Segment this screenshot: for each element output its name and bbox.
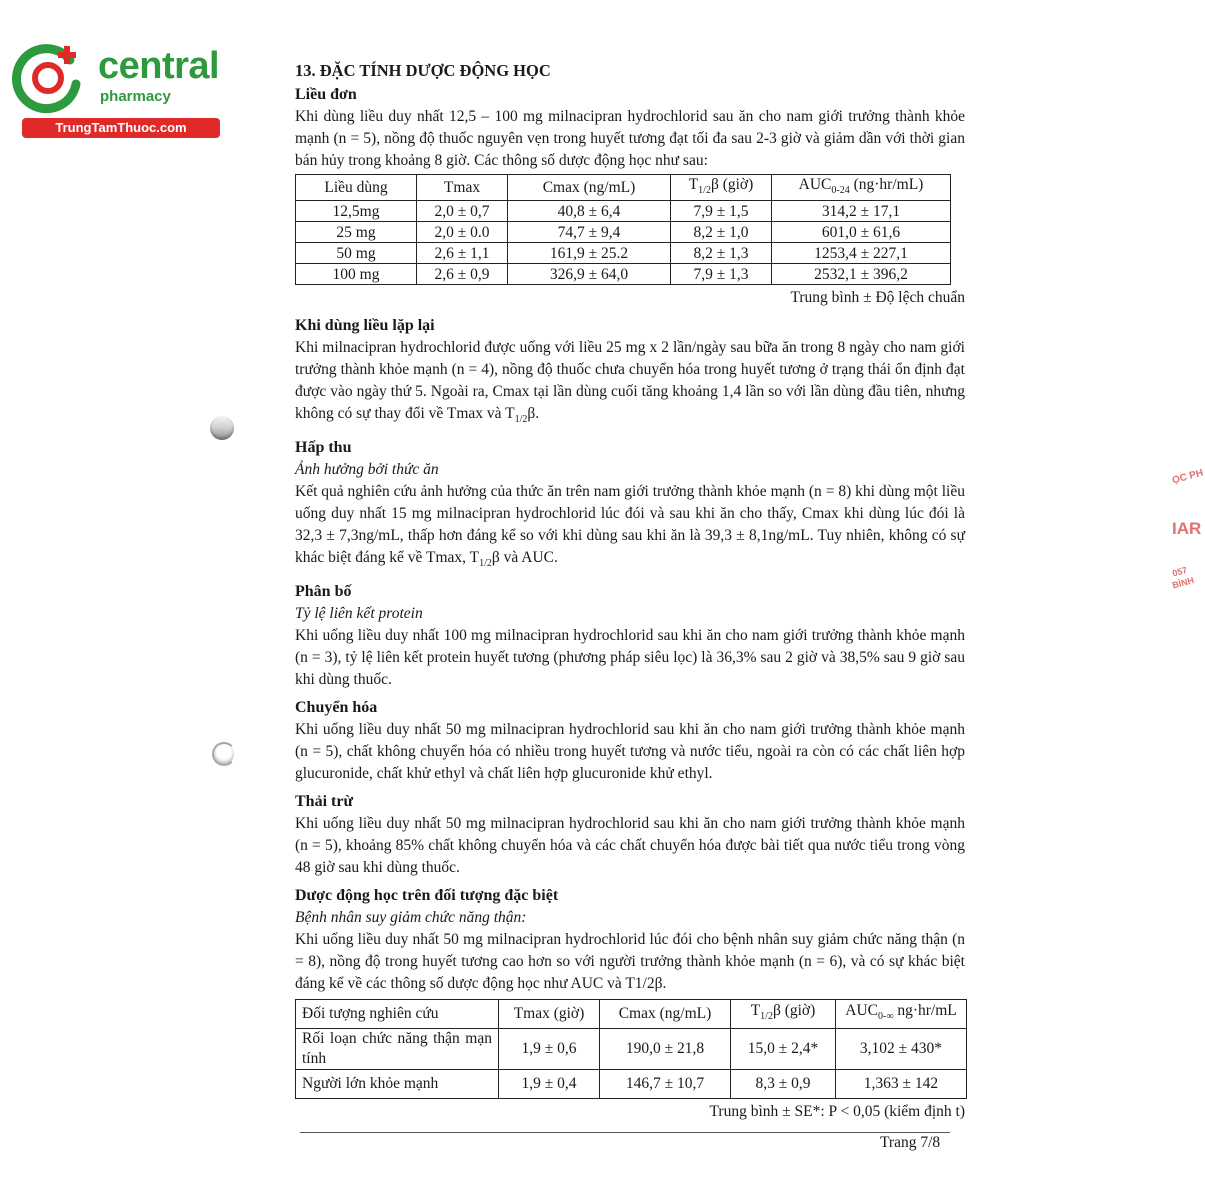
cell-auc: 601,0 ± 61,6 <box>772 222 951 243</box>
single-dose-title: Liều đơn <box>295 86 357 103</box>
logo-subtitle: pharmacy <box>100 88 171 105</box>
cell-auc: 1,363 ± 142 <box>836 1070 967 1099</box>
absorption-text <box>295 481 965 575</box>
stamp-text-4: BÌNH <box>1171 575 1196 591</box>
absorption-text-b: β và AUC. <box>491 549 558 567</box>
repeat-dose-text-a: Khi milnacipran hydrochlorid được uống với liều 25 mg x 2 lần/ngày sau bữa ăn trong 8 ngày cho nam giới trưởng thành khỏe mạnh (n = 4), nồng độ thuốc chưa chuyển hóa trong huyết tương ở trạng thái ổn định đạt được vào ngày thứ 5. Ngoài ra, Cmax tại lần dùng cuối tăng khoảng 1,4 lần so với lần dùng đầu tiên, nhưng không có sự thay đổi về Tmax và T <box>295 339 965 423</box>
table-row <box>296 201 951 222</box>
page-number: Trang 7/8 <box>880 1134 941 1151</box>
cell-cmax: 74,7 ± 9,4 <box>508 222 671 243</box>
absorption-text-a: Kết quả nghiên cứu ảnh hưởng của thức ăn trên nam giới trưởng thành khỏe mạnh (n = 8) khi dùng một liều uống duy nhất 15 mg milnacipran hydrochlorid lúc đói và sau khi ăn cho thấy, Cmax khi dùng lúc đói là 32,3 ± 7,3ng/mL, thấp hơn đáng kể so với khi dùng sau khi ăn là 39,3 ± 8,1ng/mL. Tuy nhiên, không có sự khác biệt đáng kể về Tmax, T <box>295 483 965 567</box>
cell-tmax: 2,6 ± 1,1 <box>417 243 508 264</box>
table-row <box>296 222 951 243</box>
header-thalf-a: T <box>688 176 699 193</box>
cell-dose: 50 mg <box>296 243 417 264</box>
header-cmax: Cmax (ng/mL) <box>600 1000 731 1029</box>
pharmacy-logo <box>10 38 220 138</box>
header-auc-a: AUC <box>845 1002 878 1020</box>
repeat-dose-title: Khi dùng liều lặp lại <box>295 317 435 335</box>
punch-hole-top <box>210 416 234 440</box>
cell-auc: 2532,1 ± 396,2 <box>772 264 951 285</box>
cell-tmax: 2,0 ± 0,7 <box>417 201 508 222</box>
cell-thalf: 15,0 ± 2,4* <box>731 1029 836 1070</box>
absorption-text-sub: 1/2 <box>479 558 492 570</box>
table-row <box>296 243 951 264</box>
cell-auc: 314,2 ± 17,1 <box>772 201 951 222</box>
metabolism-title: Chuyển hóa <box>295 699 378 717</box>
absorption-title: Hấp thu <box>295 439 352 457</box>
header-thalf-b: β (giờ) <box>710 176 754 193</box>
stamp-text-2: IAR <box>1172 519 1202 538</box>
header-subject: Đối tượng nghiên cứu <box>296 1000 499 1029</box>
distribution-subtitle: Tỷ lệ liên kết protein <box>295 605 423 623</box>
cell-cmax: 161,9 ± 25.2 <box>508 243 671 264</box>
cell-cmax: 146,7 ± 10,7 <box>600 1070 731 1099</box>
cell-cmax: 190,0 ± 21,8 <box>600 1029 731 1070</box>
table-row <box>296 264 951 285</box>
special-population-subtitle: Bệnh nhân suy giảm chức năng thận: <box>295 909 527 927</box>
excretion-title: Thải trừ <box>295 793 354 811</box>
cell-thalf: 8,2 ± 1,3 <box>671 243 772 264</box>
logo-website: TrungTamThuoc.com <box>22 118 220 138</box>
cell-tmax: 1,9 ± 0,4 <box>499 1070 600 1099</box>
header-auc <box>772 175 951 201</box>
cell-tmax: 2,6 ± 0,9 <box>417 264 508 285</box>
header-thalf <box>671 175 772 201</box>
single-dose-text: Khi dùng liều duy nhất 12,5 – 100 mg milnacipran hydrochlorid sau ăn cho nam giới trưởng thành khỏe mạnh (n = 5), nồng độ thuốc nguyên vẹn trong huyết tương đạt tối đa sau 2-3 giờ và giảm dần với thời gian bán hủy trong khoảng 8 giờ. Các thông số dược động học như sau: <box>295 108 965 169</box>
cell-cmax: 326,9 ± 64,0 <box>508 264 671 285</box>
single-dose-table <box>295 174 951 285</box>
section-heading: 13. ĐẶC TÍNH DƯỢC ĐỘNG HỌC <box>295 61 551 80</box>
document-body <box>295 60 965 1129</box>
header-auc-sub: 0-24 <box>831 185 850 197</box>
distribution-text: Khi uống liều duy nhất 100 mg milnacipran hydrochlorid sau khi ăn cho nam giới trưởng thành khỏe mạnh (n = 3), tỷ lệ liên kết protein huyết tương (phương pháp siêu lọc) là 36,3% sau 2 giờ và 38,5% sau 9 giờ sau khi dùng thuốc. <box>295 627 965 689</box>
table2-note: Trung bình ± SE*: P < 0,05 (kiểm định t) <box>709 1103 965 1121</box>
metabolism-text: Khi uống liều duy nhất 50 mg milnacipran hydrochlorid sau khi ăn cho nam giới trưởng thành khỏe mạnh (n = 5), chất không chuyển hóa có nhiều trong huyết tương và nước tiểu, ngoài ra còn có các chất liên hợp glucuronide, chất khử ethyl và chất liên hợp glucuronide khử ethyl. <box>295 721 965 783</box>
table-header-row <box>296 175 951 201</box>
cell-thalf: 7,9 ± 1,3 <box>671 264 772 285</box>
header-thalf <box>731 1000 836 1029</box>
table-row <box>296 1070 967 1099</box>
cell-thalf: 8,2 ± 1,0 <box>671 222 772 243</box>
header-thalf-sub: 1/2 <box>698 185 711 197</box>
absorption-subtitle: Ảnh hưởng bởi thức ăn <box>295 461 439 479</box>
header-thalf-a: T <box>750 1002 761 1020</box>
cell-dose: 25 mg <box>296 222 417 243</box>
special-population-title: Dược động học trên đối tượng đặc biệt <box>295 887 559 905</box>
excretion-text: Khi uống liều duy nhất 50 mg milnacipran hydrochlorid sau khi ăn cho nam giới trưởng thành khỏe mạnh (n = 5), khoảng 85% chất không chuyển hóa và các chất chuyển hóa được bài tiết qua nước tiểu trong vòng 48 giờ sau khi dùng thuốc. <box>295 815 965 877</box>
cell-dose: 12,5mg <box>296 201 417 222</box>
cell-thalf: 8,3 ± 0,9 <box>731 1070 836 1099</box>
special-population-text: Khi uống liều duy nhất 50 mg milnacipran hydrochlorid lúc đói cho bệnh nhân suy giảm chức năng thận (n = 8), nồng độ trong huyết tương cao hơn so với người trưởng thành khỏe mạnh (n = 6), và có sự khác biệt đáng kể về các thông số dược động học như AUC và T1/2β. <box>295 931 965 993</box>
distribution-title: Phân bố <box>295 583 352 601</box>
table1-note: Trung bình ± Độ lệch chuẩn <box>790 289 965 307</box>
header-thalf-sub: 1/2 <box>760 1011 773 1023</box>
logo-brand-name: central <box>98 45 220 87</box>
cell-thalf: 7,9 ± 1,5 <box>671 201 772 222</box>
repeat-dose-text-b: β. <box>527 405 540 423</box>
footer-divider <box>300 1132 950 1133</box>
header-cmax: Cmax (ng/mL) <box>508 175 671 201</box>
stamp-text-1: ỌC PH <box>1171 467 1205 487</box>
header-tmax: Tmax (giờ) <box>499 1000 600 1029</box>
central-pharmacy-logo-icon <box>10 38 86 114</box>
table-row <box>296 1029 967 1070</box>
cell-tmax: 2,0 ± 0.0 <box>417 222 508 243</box>
header-auc-sub: 0-∞ <box>877 1011 894 1023</box>
stamp-fragment <box>1171 464 1205 604</box>
header-auc-b: (ng·hr/mL) <box>849 176 924 193</box>
header-dose: Liều dùng <box>296 175 417 201</box>
header-auc-a: AUC <box>798 176 832 193</box>
header-thalf-b: β (giờ) <box>772 1002 816 1020</box>
cell-subject: Người lớn khỏe mạnh <box>296 1070 499 1099</box>
cell-cmax: 40,8 ± 6,4 <box>508 201 671 222</box>
cell-tmax: 1,9 ± 0,6 <box>499 1029 600 1070</box>
cell-dose: 100 mg <box>296 264 417 285</box>
header-auc <box>836 1000 967 1029</box>
cell-subject: Rối loạn chức năng thận mạn tính <box>296 1029 499 1070</box>
repeat-dose-text-sub: 1/2 <box>514 414 528 426</box>
punch-hole-bottom <box>212 742 236 766</box>
header-tmax: Tmax <box>417 175 508 201</box>
repeat-dose-text <box>295 337 965 431</box>
renal-impairment-table <box>295 999 967 1099</box>
table-header-row <box>296 1000 967 1029</box>
cell-auc: 3,102 ± 430* <box>836 1029 967 1070</box>
cell-auc: 1253,4 ± 227,1 <box>772 243 951 264</box>
header-auc-b: ng·hr/mL <box>893 1002 957 1020</box>
stamp-text-3: 057 <box>1171 564 1189 579</box>
